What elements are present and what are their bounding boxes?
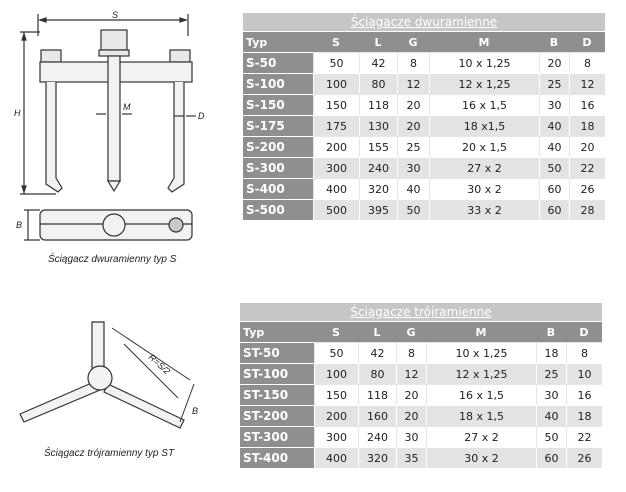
table-cell: 26 — [569, 178, 605, 199]
table-cell: 16 — [569, 94, 605, 115]
table-cell: 100 — [313, 73, 359, 94]
table-cell: 240 — [358, 426, 396, 447]
col-header-typ: Typ — [243, 32, 313, 52]
table-cell: 12 — [569, 73, 605, 94]
table-cell: 400 — [313, 178, 359, 199]
col-header-typ: Typ — [240, 322, 314, 342]
table-cell: 150 — [314, 384, 358, 405]
table-cell: 50 — [397, 199, 429, 220]
table-cell: 16 x 1,5 — [426, 384, 536, 405]
row-type-cell: S-150 — [243, 94, 313, 115]
table-cell: 50 — [539, 157, 569, 178]
table-row — [243, 136, 605, 157]
table-cell: 50 — [314, 342, 358, 363]
two-arm-caption: Ściągacz dwuramienny typ S — [48, 254, 177, 265]
table-cell: 8 — [566, 342, 602, 363]
table-cell: 10 x 1,25 — [429, 52, 539, 73]
row-type-cell: S-50 — [243, 52, 313, 73]
table-row — [240, 426, 602, 447]
dim-label-r: R=S/2 — [146, 352, 173, 377]
table-cell: 130 — [359, 115, 397, 136]
table-row — [240, 447, 602, 468]
table-cell: 16 x 1,5 — [429, 94, 539, 115]
col-header-m: M — [426, 322, 536, 342]
table-cell: 155 — [359, 136, 397, 157]
table-cell: 160 — [358, 405, 396, 426]
two-arm-puller-drawing — [10, 6, 220, 256]
table-cell: 20 — [396, 405, 426, 426]
table-cell: 60 — [539, 178, 569, 199]
table-cell: 18 — [566, 405, 602, 426]
dim-label-m: M — [123, 102, 131, 112]
three-arm-puller-svg — [8, 318, 218, 438]
table-cell: 50 — [536, 426, 566, 447]
table-cell: 300 — [313, 157, 359, 178]
two-arm-puller-svg — [10, 6, 220, 256]
col-header-g: G — [397, 32, 429, 52]
dim-label-h: H — [14, 108, 21, 118]
table-cell: 33 x 2 — [429, 199, 539, 220]
table-cell: 40 — [397, 178, 429, 199]
table-row — [240, 363, 602, 384]
col-header-d: D — [569, 32, 605, 52]
col-header-s: S — [314, 322, 358, 342]
col-header-d: D — [566, 322, 602, 342]
table-cell: 12 — [397, 73, 429, 94]
table-cell: 20 — [539, 52, 569, 73]
table-row — [243, 115, 605, 136]
three-arm-table-body — [240, 342, 602, 468]
table-cell: 175 — [313, 115, 359, 136]
table-cell: 118 — [359, 94, 397, 115]
table-cell: 25 — [536, 363, 566, 384]
col-header-m: M — [429, 32, 539, 52]
table-row — [243, 52, 605, 73]
table-cell: 42 — [358, 342, 396, 363]
table-cell: 35 — [396, 447, 426, 468]
col-header-l: L — [359, 32, 397, 52]
table-cell: 20 — [569, 136, 605, 157]
row-type-cell: ST-300 — [240, 426, 314, 447]
table-cell: 240 — [359, 157, 397, 178]
table-cell: 30 — [396, 426, 426, 447]
table-row — [240, 384, 602, 405]
col-header-b: B — [536, 322, 566, 342]
col-header-b: B — [539, 32, 569, 52]
table-cell: 10 — [566, 363, 602, 384]
dim-label-b: B — [16, 220, 23, 230]
two-arm-table-header — [243, 32, 605, 52]
table-cell: 50 — [313, 52, 359, 73]
table-cell: 30 — [536, 384, 566, 405]
table-cell: 300 — [314, 426, 358, 447]
two-arm-table-body — [243, 52, 605, 220]
table-cell: 40 — [539, 136, 569, 157]
table-cell: 8 — [569, 52, 605, 73]
table-cell: 400 — [314, 447, 358, 468]
dim-label-b-three: B — [192, 406, 199, 416]
table-cell: 12 — [396, 363, 426, 384]
table-cell: 100 — [314, 363, 358, 384]
table-cell: 200 — [313, 136, 359, 157]
table-cell: 20 x 1,5 — [429, 136, 539, 157]
table-cell: 20 — [397, 94, 429, 115]
table-cell: 42 — [359, 52, 397, 73]
row-type-cell: ST-50 — [240, 342, 314, 363]
table-cell: 20 — [396, 384, 426, 405]
row-type-cell: ST-100 — [240, 363, 314, 384]
table-cell: 12 x 1,25 — [429, 73, 539, 94]
table-cell: 20 — [397, 115, 429, 136]
table-cell: 27 x 2 — [426, 426, 536, 447]
table-row — [243, 199, 605, 220]
table-cell: 80 — [359, 73, 397, 94]
table-cell: 500 — [313, 199, 359, 220]
table-row — [240, 405, 602, 426]
table-cell: 8 — [396, 342, 426, 363]
table-cell: 18 x1,5 — [429, 115, 539, 136]
table-cell: 320 — [359, 178, 397, 199]
row-type-cell: ST-200 — [240, 405, 314, 426]
table-row — [243, 94, 605, 115]
table-cell: 25 — [539, 73, 569, 94]
row-type-cell: ST-400 — [240, 447, 314, 468]
row-type-cell: S-500 — [243, 199, 313, 220]
two-arm-spec-table — [243, 13, 605, 220]
table-cell: 320 — [358, 447, 396, 468]
table-cell: 30 x 2 — [426, 447, 536, 468]
row-type-cell: S-175 — [243, 115, 313, 136]
table-cell: 30 — [539, 94, 569, 115]
three-arm-table-title: Ściągacze trójramienne — [240, 303, 602, 322]
dim-label-d: D — [198, 111, 205, 121]
table-cell: 118 — [358, 384, 396, 405]
table-cell: 200 — [314, 405, 358, 426]
table-cell: 28 — [569, 199, 605, 220]
three-arm-puller-drawing — [8, 318, 218, 438]
row-type-cell: ST-150 — [240, 384, 314, 405]
table-cell: 26 — [566, 447, 602, 468]
table-cell: 80 — [358, 363, 396, 384]
table-row — [243, 178, 605, 199]
three-arm-caption: Ściągacz trójramienny typ ST — [44, 448, 175, 459]
row-type-cell: S-400 — [243, 178, 313, 199]
table-cell: 40 — [539, 115, 569, 136]
col-header-g: G — [396, 322, 426, 342]
two-arm-table-title: Ściągacze dwuramienne — [243, 13, 605, 32]
table-cell: 25 — [397, 136, 429, 157]
table-cell: 22 — [566, 426, 602, 447]
table-cell: 8 — [397, 52, 429, 73]
col-header-l: L — [358, 322, 396, 342]
table-cell: 12 x 1,25 — [426, 363, 536, 384]
table-cell: 40 — [536, 405, 566, 426]
table-cell: 16 — [566, 384, 602, 405]
table-cell: 22 — [569, 157, 605, 178]
table-cell: 150 — [313, 94, 359, 115]
table-cell: 18 — [536, 342, 566, 363]
table-row — [243, 157, 605, 178]
table-cell: 30 x 2 — [429, 178, 539, 199]
table-cell: 60 — [536, 447, 566, 468]
table-row — [240, 342, 602, 363]
row-type-cell: S-200 — [243, 136, 313, 157]
row-type-cell: S-300 — [243, 157, 313, 178]
table-cell: 27 x 2 — [429, 157, 539, 178]
three-arm-table-header — [240, 322, 602, 342]
table-cell: 10 x 1,25 — [426, 342, 536, 363]
table-cell: 30 — [397, 157, 429, 178]
row-type-cell: S-100 — [243, 73, 313, 94]
dim-label-s: S — [112, 10, 119, 20]
table-row — [243, 73, 605, 94]
table-cell: 395 — [359, 199, 397, 220]
table-cell: 18 — [569, 115, 605, 136]
table-cell: 60 — [539, 199, 569, 220]
col-header-s: S — [313, 32, 359, 52]
three-arm-spec-table — [240, 303, 602, 468]
table-cell: 18 x 1,5 — [426, 405, 536, 426]
